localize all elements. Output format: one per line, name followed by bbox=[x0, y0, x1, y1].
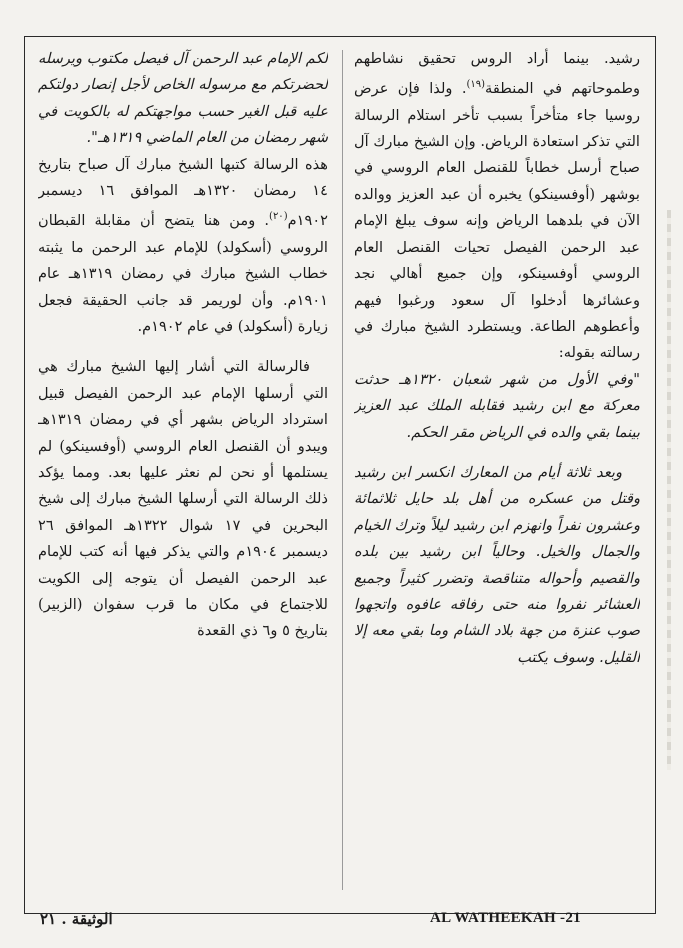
footer-arabic: الوثيقة . ٢١ bbox=[40, 910, 113, 928]
quote-paragraph-1: "وفي الأول من شهر شعبان ١٣٢٠هـ حدثت معركة مع ابن رشيد فقابله الملك عبد العزيز بينما بقي والده في الرياض مقر الحكم. bbox=[354, 370, 640, 441]
left-text-1b: . ومن هنا يتضح أن مقابلة القبطان الروسي (أسكولد) للإمام عبد الرحمن ما يثبته خطاب الشيخ مبارك في رمضان ١٣١٩هـ عام ١٩٠١م. وأن لوريمر قد جانب الحقيقة فجعل زيارة (أسكولد) في عام ١٩٠٢م. bbox=[38, 212, 328, 335]
left-paragraph-1-body bbox=[38, 152, 328, 341]
right-text-1: رشيد. بينما أراد الروس تحقيق نشاطهم وطموحاتهم في المنطقة bbox=[354, 50, 640, 98]
footnote-ref-19: (١٩) bbox=[466, 79, 486, 91]
right-paragraph-1 bbox=[354, 46, 640, 367]
footer-latin: AL WATHEEKAH -21 bbox=[430, 910, 581, 926]
left-paragraph-2: فالرسالة التي أشار إليها الشيخ مبارك هي التي أرسلها الإمام عبد الرحمن الفيصل قبيل استرداد الرياض بشهر أي في رمضان ١٣١٩هـ ويبدو أن القنصل العام الروسي (أوفسينكو) لم يستلمها أو نحن لم نعثر عليها بعد. ومما يؤكد ذلك الرسالة التي أرسلها الشيخ مبارك إلى شيخ البحرين في ١٧ شوال ١٣٢٢هـ الموافق ٢٦ ديسمبر ١٩٠٤م والتي يذكر فيها أنه كتب للإمام عبد الرحمن الفيصل أن يتوجه إلى الكويت للاجتماع في مكان ما قرب سفوان (الزبير) بتاريخ ٥ و٦ ذي القعدة bbox=[38, 358, 328, 640]
page-edge bbox=[667, 210, 671, 770]
quote-continuation-text: لكم الإمام عبد الرحمن آل فيصل مكتوب ويرسله لحضرتكم مع مرسوله الخاص لأجل إنصار دولتكم عليه قبل الغير حسب مواجهتكم له بالكويت في شهر رمضان من العام الماضي ١٣١٩هـ". bbox=[38, 50, 328, 147]
right-text-1b: . ولذا فإن عرض روسيا جاء متأخراً بسبب تأخر استلام الرسالة التي تذكر استعادة الرياض. وإن الشيخ مبارك آل صباح أرسل خطاباً للقنصل العام الروسي في بوشهر (أوفسينكو) يخبره أن عبد العزيز ووالده الآن في بلدهما الرياض وإنه سوف يبلغ الإمام عبد الرحمن الفيصل تحيات القنصل العام الروسي أوفسينكو، وإن جميع أهالي نجد وعشائرها أدخلوا آل سعود ورغبوا فيهم وأعطوهم الطاعة. ويستطرد الشيخ مبارك في رسالته بقوله: bbox=[354, 80, 640, 362]
left-text-1: هذه الرسالة كتبها الشيخ مبارك آل صباح بتاريخ ١٤ رمضان ١٣٢٠هـ الموافق ١٦ ديسمبر ١٩٠٢م bbox=[38, 155, 328, 230]
column-divider bbox=[342, 50, 343, 890]
quote-paragraph-2: وبعد ثلاثة أيام من المعارك انكسر ابن رشيد وقتل من عسكره من أهل بلد حايل ثلاثمائة وعشرون نفراً وانهزم ابن رشيد ليلاً وترك الخيام والجمال والخيل. وحالياً ابن رشيد بين بلده والقصيم وأحواله متناقصة وتضرر كثيراً وجميع العشائر نفروا منه حتى رفاقه عافوه واتجهوا صوب عنزة من جهة بلاد الشام وما بقي معه إلا القليل. وسوف يكتب bbox=[354, 463, 640, 666]
left-column bbox=[38, 46, 328, 886]
right-column bbox=[354, 46, 640, 886]
footnote-ref-20: (٢٠) bbox=[269, 211, 288, 223]
